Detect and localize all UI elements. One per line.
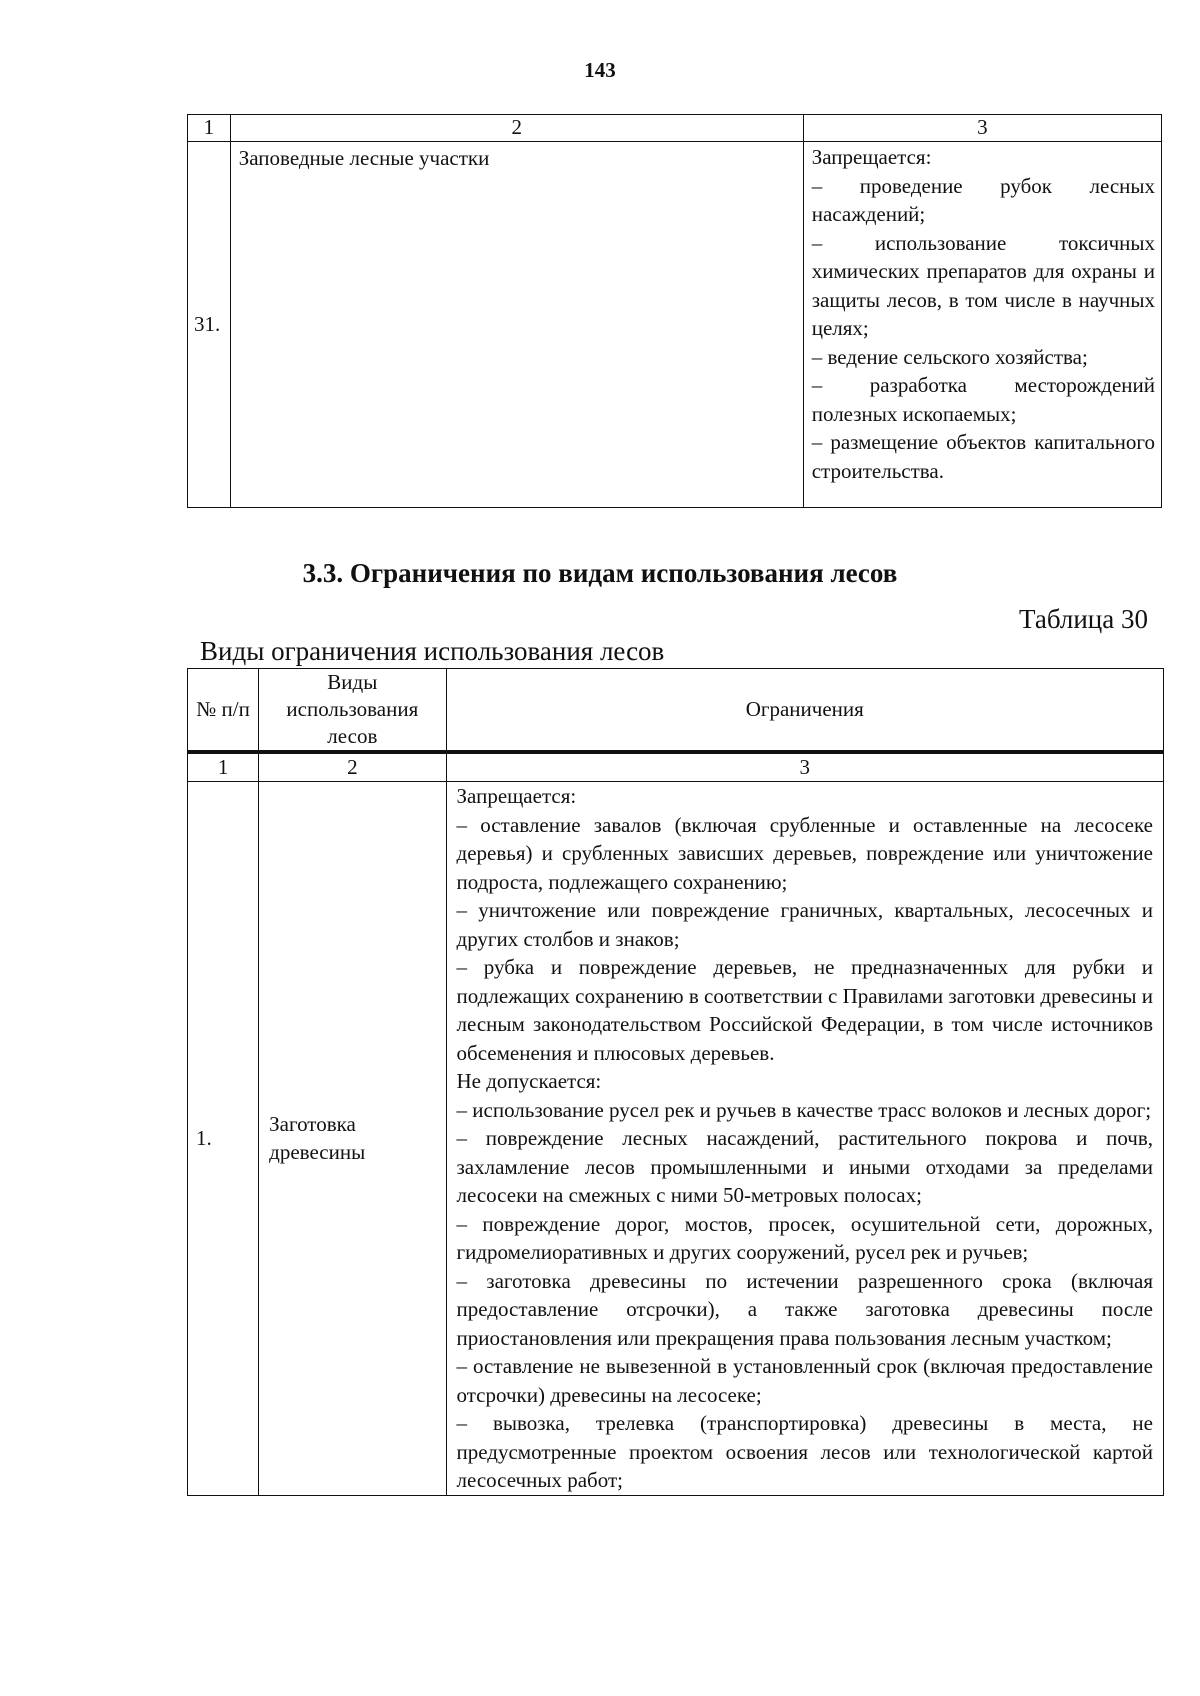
restriction-item: – использование токсичных химических препаратов для охраны и защиты лесов, в том числе в научных целях;	[811, 230, 1155, 340]
row-restrictions	[446, 782, 1163, 1496]
not-allowed-item: – использование русел рек и ручьев в качестве трасс волоков и лесных дорог;	[456, 1097, 1152, 1122]
not-allowed-intro: Не допускается:	[456, 1069, 602, 1093]
header-cell: 3	[803, 115, 1161, 142]
restriction-item: – ведение сельского хозяйства;	[811, 344, 1088, 369]
prohibited-item: – оставление завалов (включая срубленные и оставленные на лесосеке деревья) и срубленных зависших деревьев, повреждение или уничтожение подроста, подлежащего сохранению;	[456, 812, 1153, 894]
not-allowed-item: – заготовка древесины по истечении разрешенного срока (включая предоставление отсрочки), а также заготовка древесины после приостановления или прекращения права пользования лесным участком;	[456, 1268, 1153, 1350]
prohibited-intro: Запрещается:	[456, 784, 577, 808]
section-title: 3.3. Ограничения по видам использования лесов	[302, 558, 898, 588]
header-cell: 3	[446, 752, 1163, 782]
not-allowed-item: – оставление не вывезенной в установленный срок (включая предоставление отсрочки) древесины на лесосеке;	[456, 1354, 1153, 1407]
row-number: 1.	[188, 782, 259, 1496]
table-header-row	[188, 752, 1164, 782]
row-name: Заготовка древесины	[259, 782, 446, 1496]
header-cell: 1	[188, 752, 259, 782]
prohibited-item: – рубка и повреждение деревьев, не предназначенных для рубки и подлежащих сохранению в соответствии с Правилами заготовки древесины и лесным законодательством Российской Федерации, в том числе источников обсеменения и плюсовых деревьев.	[456, 955, 1153, 1065]
restrictions-table	[187, 668, 1164, 1496]
page-number: 143	[584, 58, 616, 82]
restrictions-intro: Запрещается:	[811, 145, 932, 169]
column-header-restrictions: Ограничения	[446, 669, 1163, 753]
table-header-row	[188, 115, 1162, 142]
table-row	[188, 142, 1162, 508]
not-allowed-item: – повреждение дорог, мостов, просек, осушительной сети, дорожных, гидромелиоративных и других сооружений, русел рек и ручьев;	[456, 1211, 1153, 1264]
column-header-usage: Виды использования лесов	[259, 669, 446, 753]
not-allowed-item: – вывозка, трелевка (транспортировка) древесины в места, не предусмотренные проектом освоения лесов или технологической картой лесосечных работ;	[456, 1411, 1153, 1492]
row-name: Заповедные лесные участки	[230, 142, 803, 508]
table-row	[188, 782, 1164, 1496]
row-restrictions	[803, 142, 1161, 508]
restriction-item: – размещение объектов капитального строительства.	[811, 430, 1155, 483]
table-label: Таблица 30	[1019, 604, 1148, 634]
header-cell: 2	[259, 752, 446, 782]
table-caption: Виды ограничения использования лесов	[200, 636, 665, 666]
not-allowed-item: – повреждение лесных насаждений, растительного покрова и почв, захламление лесов промышленными и иными отходами за пределами лесосеки на смежных с ними 50-метровых полосах;	[456, 1126, 1153, 1207]
header-cell: 2	[230, 115, 803, 142]
column-header-number: № п/п	[188, 669, 259, 753]
prohibited-item: – уничтожение или повреждение граничных, квартальных, лесосечных и других столбов и знаков;	[456, 898, 1153, 951]
restriction-item: – разработка месторождений полезных ископаемых;	[811, 373, 1155, 426]
header-cell: 1	[188, 115, 231, 142]
row-number: 31.	[188, 142, 231, 508]
table-continued	[187, 114, 1162, 508]
table-column-headers	[188, 669, 1164, 753]
restriction-item: – проведение рубок лесных насаждений;	[811, 173, 1155, 226]
